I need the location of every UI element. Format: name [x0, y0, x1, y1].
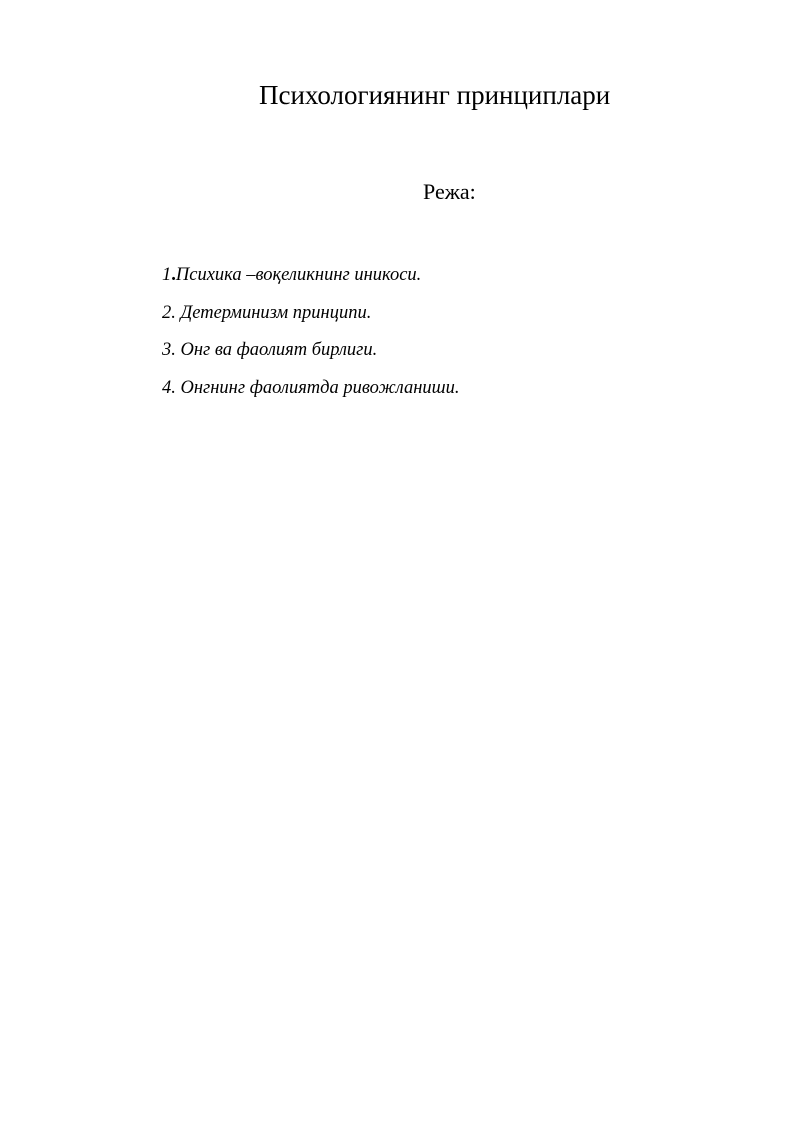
plan-item-separator: .	[171, 340, 181, 360]
plan-item-3	[162, 337, 459, 375]
plan-item-number: 1	[162, 265, 172, 285]
plan-item-number: 3	[162, 340, 172, 360]
plan-item-2	[162, 300, 459, 338]
plan-item-number: 2	[162, 302, 172, 323]
plan-item-separator: .	[171, 265, 176, 285]
plan-item-separator: .	[171, 377, 181, 398]
plan-item-1	[162, 262, 459, 300]
plan-item-4	[162, 375, 459, 413]
plan-item-separator: .	[171, 302, 181, 323]
plan-heading: Режа:	[423, 179, 476, 204]
plan-item-number: 4	[162, 377, 172, 398]
plan-item-text: Онг ва фаолият бирлиги.	[180, 340, 378, 360]
document-title: Психологиянинг принциплари	[259, 80, 611, 110]
plan-list	[162, 262, 459, 412]
plan-item-text: Психика –воқеликнинг иникоси.	[175, 265, 422, 285]
plan-item-text: Онгнинг фаолиятда ривожланиши.	[180, 377, 460, 398]
plan-item-text: Детерминизм принципи.	[180, 302, 372, 323]
